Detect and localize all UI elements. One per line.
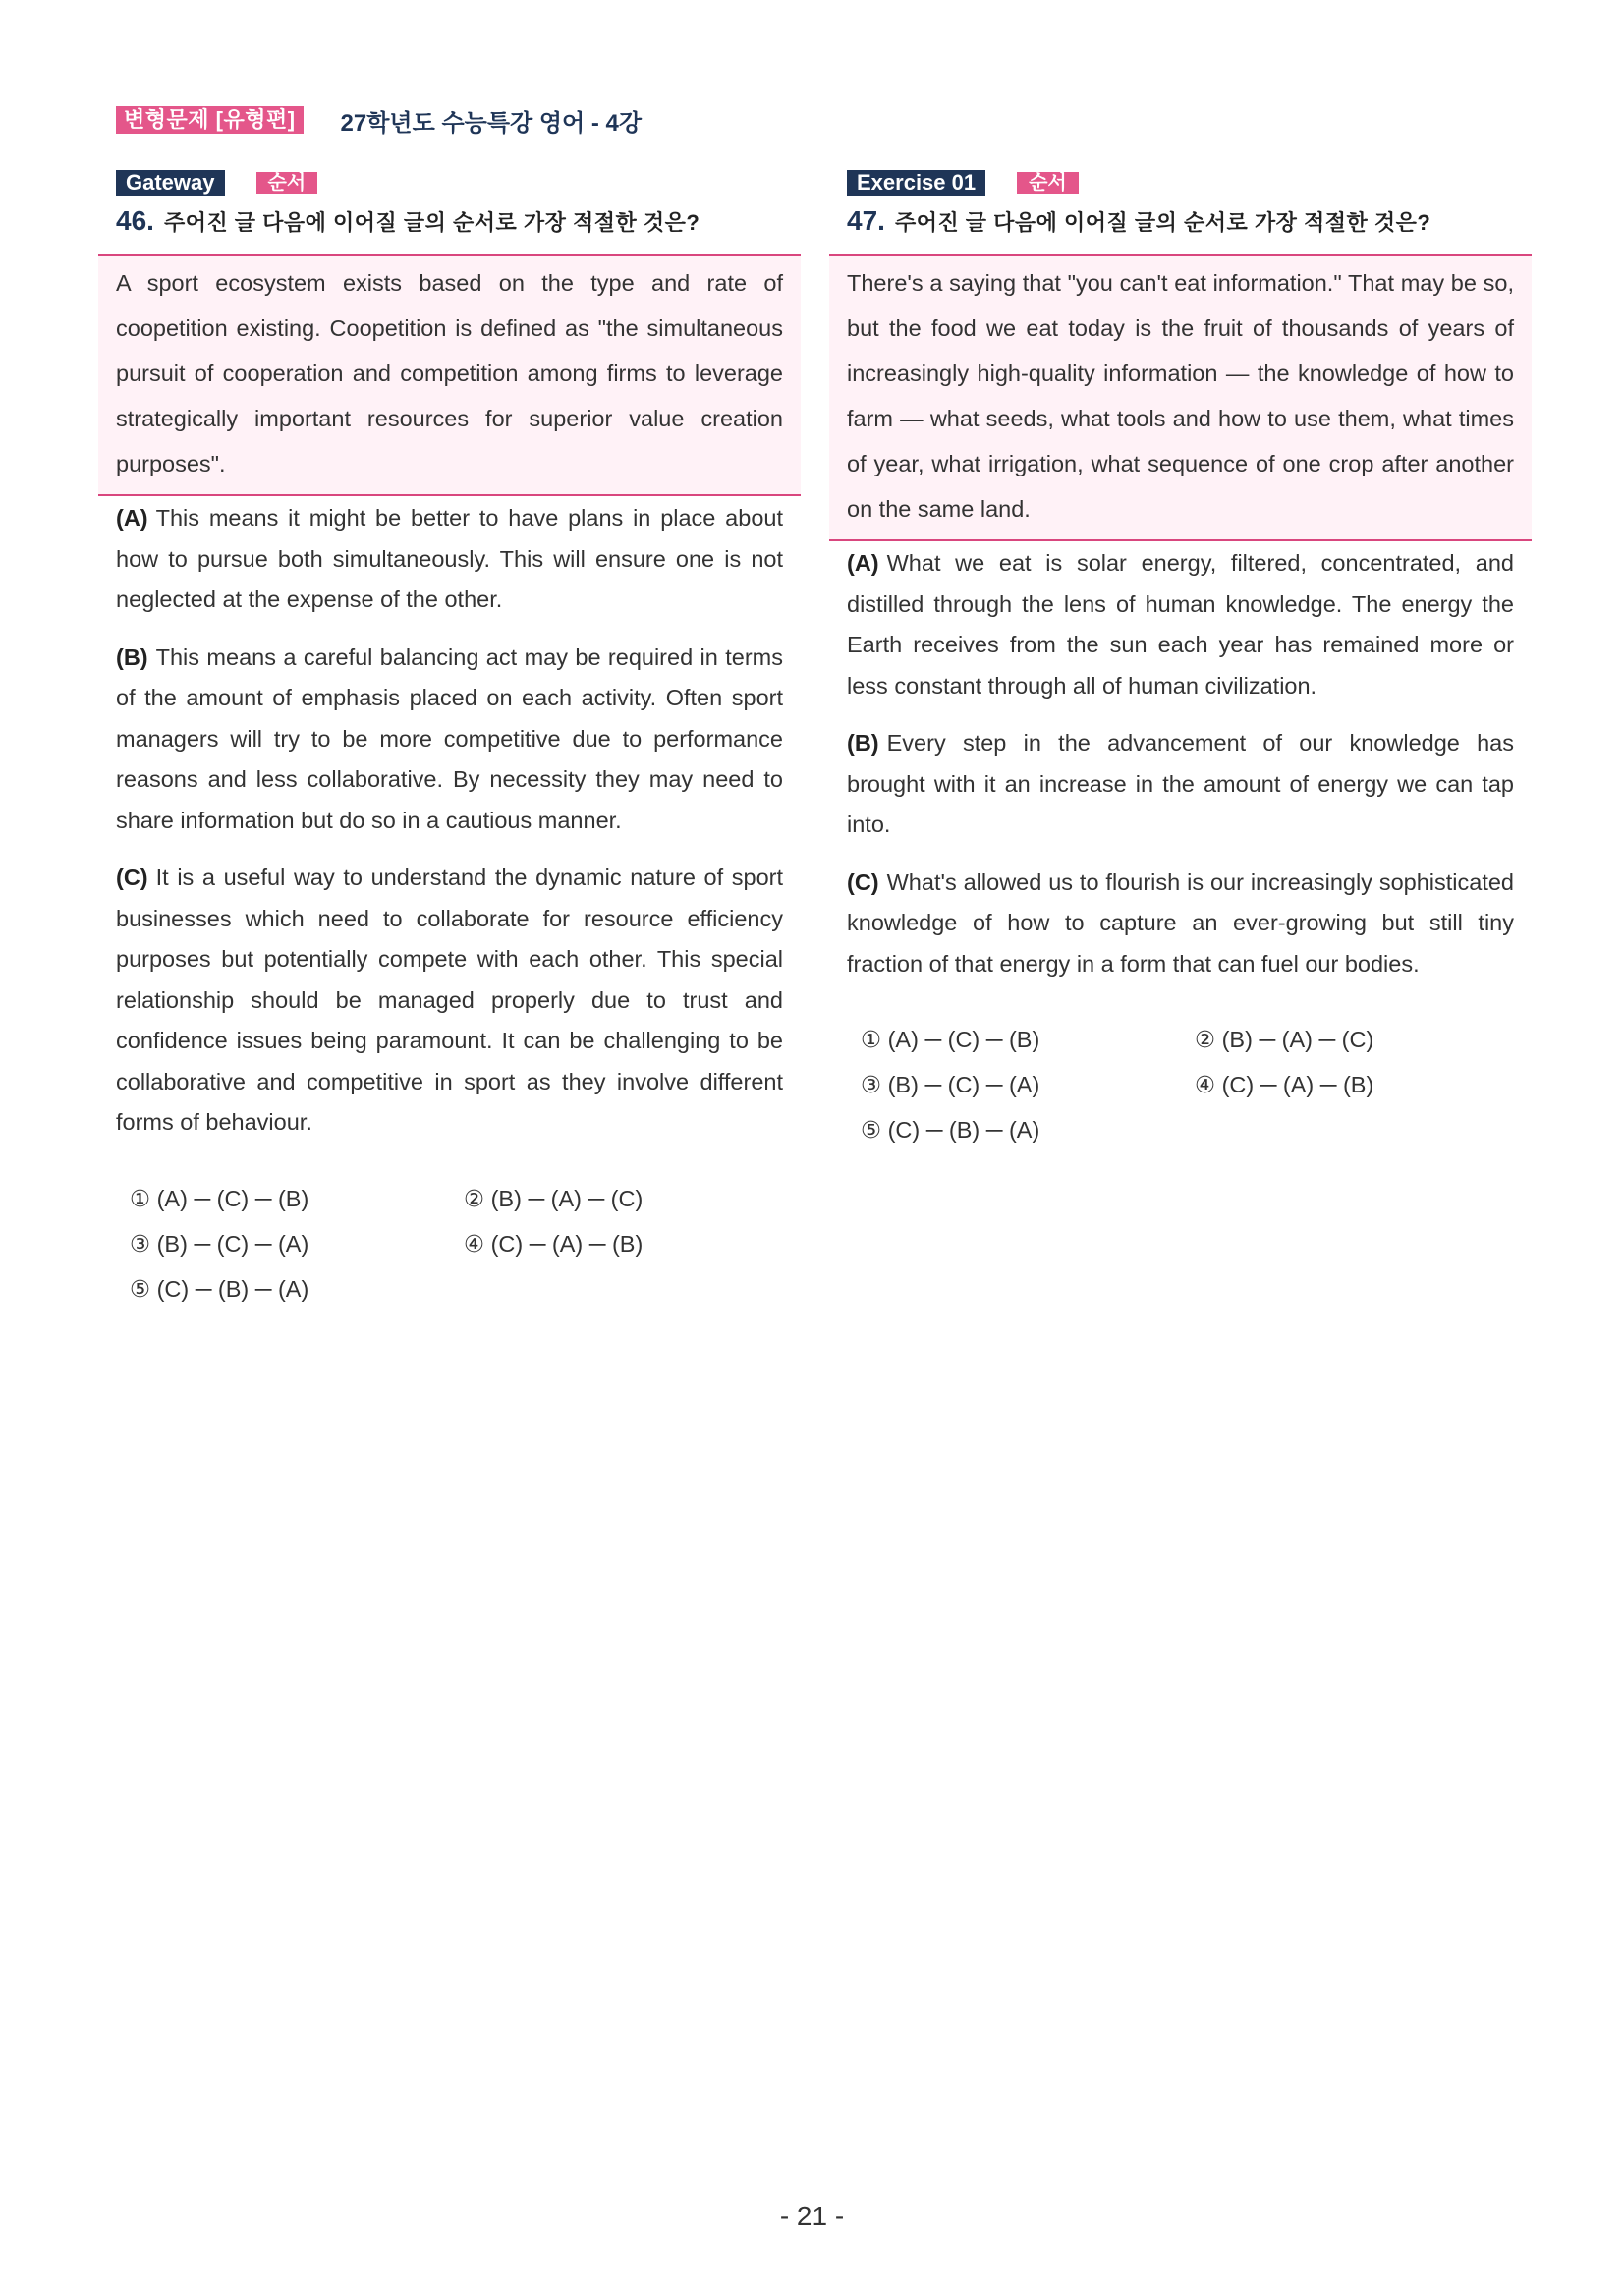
type-tag: 순서	[1017, 172, 1079, 194]
choice-5[interactable]: ⑤ (C) ─ (B) ─ (A)	[861, 1117, 1040, 1143]
choice-5[interactable]: ⑤ (C) ─ (B) ─ (A)	[130, 1275, 309, 1302]
choice-1[interactable]: ① (A) ─ (C) ─ (B)	[130, 1185, 309, 1211]
part-label: (B)	[847, 730, 879, 756]
choice-1[interactable]: ① (A) ─ (C) ─ (B)	[861, 1027, 1040, 1052]
question-labels	[829, 170, 1532, 196]
question-stem	[829, 205, 1532, 239]
part-b	[116, 638, 783, 842]
page-number: - 21 -	[779, 2201, 845, 2231]
section-label: Exercise 01	[847, 170, 985, 196]
choice-4[interactable]: ④ (C) ─ (A) ─ (B)	[1195, 1072, 1374, 1097]
part-b	[847, 723, 1514, 846]
choice-3[interactable]: ③ (B) ─ (C) ─ (A)	[130, 1230, 309, 1257]
part-label: (C)	[847, 868, 879, 895]
page-header	[116, 105, 642, 135]
given-passage: There's a saying that "you can't eat information." That may be so, but the food we eat today is the fruit of thousands of years of increasingly high-quality information — the knowledge of how to farm — what seeds, what tools and how to use them, what times of year, what irrigation, what sequence of one crop after another on the same land.	[829, 254, 1532, 541]
answer-choices	[98, 1176, 801, 1312]
question-47-column	[829, 170, 1532, 1152]
type-tag: 순서	[256, 172, 318, 194]
choice-3[interactable]: ③ (B) ─ (C) ─ (A)	[861, 1072, 1040, 1097]
question-labels	[98, 170, 801, 196]
part-c	[847, 863, 1514, 985]
question-stem	[98, 205, 801, 239]
question-46-column	[98, 170, 801, 1312]
given-passage: A sport ecosystem exists based on the type and rate of coopetition existing. Coopetition is defined as "the simultaneous pursuit of cooperation and competition among firms to leverage strategically important resources for superior value creation purposes".	[98, 254, 801, 496]
part-text: What's allowed us to flourish is our increasingly sophisticated knowledge of how to capture an ever-growing but still tiny fraction of that energy in a form that can fuel our bodies.	[847, 868, 1514, 977]
part-label: (A)	[847, 550, 879, 576]
passage-parts	[98, 498, 801, 1144]
header-title: 27학년도 수능특강 영어 - 4강	[340, 109, 643, 137]
passage-parts	[829, 543, 1532, 984]
part-a	[847, 543, 1514, 706]
choice-4[interactable]: ④ (C) ─ (A) ─ (B)	[464, 1230, 644, 1257]
part-text: Every step in the advancement of our knowledge has brought with it an increase in the amount of energy we can tap into.	[847, 730, 1514, 837]
part-a	[116, 498, 783, 621]
question-number: 46.	[116, 205, 154, 236]
choice-2[interactable]: ② (B) ─ (A) ─ (C)	[1195, 1027, 1374, 1052]
question-number: 47.	[847, 205, 885, 236]
part-text: It is a useful way to understand the dynamic nature of sport businesses which need to collaborate for resource efficiency purposes but potentially compete with each other. This special relationship should be managed properly due to trust and confidence issues being paramount. It can be challenging to be collaborative and competitive in sport as they involve different forms of behaviour.	[116, 865, 783, 1135]
part-text: This means it might be better to have plans in place about how to pursue both simultaneously. This will ensure one is not neglected at the expense of the other.	[116, 505, 783, 612]
part-label: (C)	[116, 865, 148, 890]
choice-2[interactable]: ② (B) ─ (A) ─ (C)	[464, 1185, 644, 1211]
section-label: Gateway	[116, 170, 225, 196]
part-label: (A)	[116, 505, 148, 531]
part-label: (B)	[116, 644, 148, 670]
header-tag: 변형문제 [유형편]	[116, 106, 304, 134]
part-text: What we eat is solar energy, filtered, concentrated, and distilled through the lens of human knowledge. The energy the Earth receives from the sun each year has remained more or less constant through all of human civilization.	[847, 550, 1514, 699]
part-c	[116, 858, 783, 1144]
question-text: 주어진 글 다음에 이어질 글의 순서로 가장 적절한 것은?	[894, 210, 1431, 235]
part-text: This means a careful balancing act may be required in terms of the amount of emphasis placed on each activity. Often sport managers will try to be more competitive due to performance reasons and less collaborative. By necessity they may need to share information but do so in a cautious manner.	[116, 644, 783, 833]
answer-choices	[829, 1017, 1532, 1152]
question-text: 주어진 글 다음에 이어질 글의 순서로 가장 적절한 것은?	[163, 210, 700, 235]
